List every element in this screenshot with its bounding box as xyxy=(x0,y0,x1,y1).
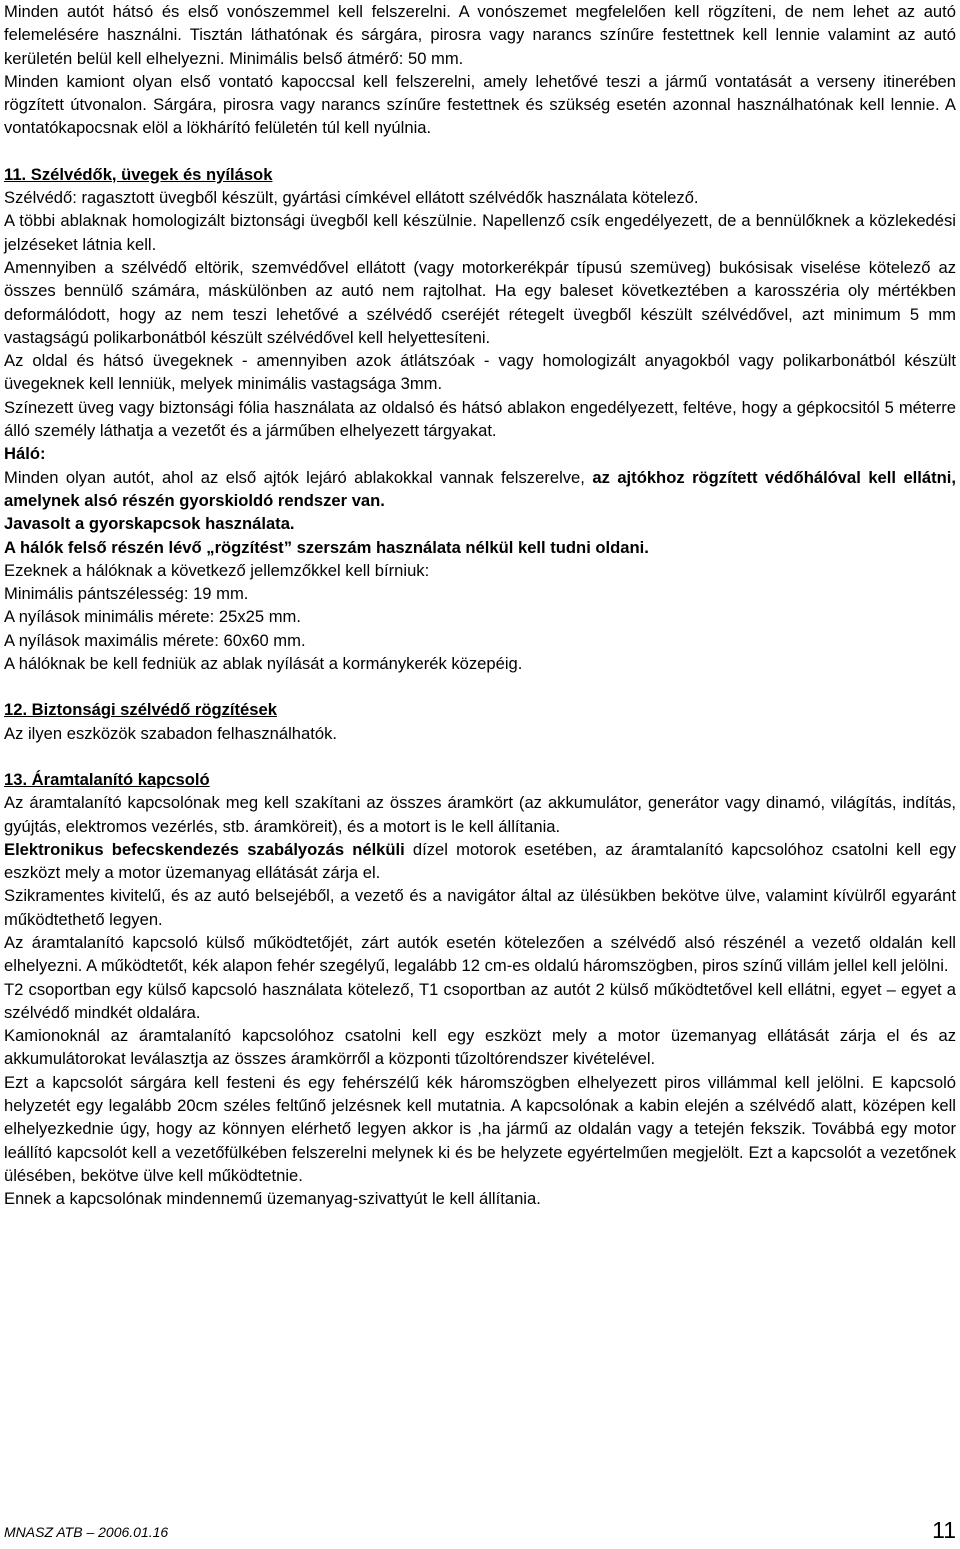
net-release-rule: A hálók felső részén lévő „rögzítést” szerszám használata nélkül kell tudni oldani. xyxy=(4,537,649,557)
document-body xyxy=(4,0,956,1211)
section-12-paragraph: Az ilyen eszközök szabadon felhasználhatók. xyxy=(4,723,337,743)
section-13-normal-phrase: dízel motorok esetében, az áramtalanító kapcsolóhoz csatolni kell egy eszközt mely a motor üzemanyag ellátását zárja el. xyxy=(4,839,956,883)
section-13-paragraph: Szikramentes kivitelű, és az autó belsejéből, a vezető és a navigátor által az ülésükben bekötve ülve, valamint kívülről egyaránt működtethető legyen. xyxy=(4,886,956,929)
footer-document-id: MNASZ ATB – 2006.01.16 xyxy=(4,1524,169,1540)
section-11-paragraph: Az oldal és hátsó üvegeknek - amennyiben azok átlátszóak - vagy homologizált anyagokból vagy polikarbonátból készült üvegeknek kell lenniük, melyek minimális vastagsága 3mm. xyxy=(4,351,956,394)
section-11-heading: 11. Szélvédők, üvegek és nyílások xyxy=(4,164,273,184)
net-recommendation: Javasolt a gyorskapcsok használata. xyxy=(4,514,295,534)
spacer xyxy=(4,675,956,698)
section-13-paragraph: Az áramtalanító kapcsolónak meg kell szakítani az összes áramkört (az akkumulátor, generátor vagy dinamó, világítás, indítás, gyújtás, elektromos vezérlés, stb. áramköreit), és a motort is le kell állítania. xyxy=(4,793,956,836)
net-paragraph-bold: az ajtókhoz rögzített védőhálóval kell ellátni, amelynek alsó részén gyorskioldó rendszer van. xyxy=(4,467,957,510)
net-spec-intro: Ezeknek a hálóknak a következő jellemzőkkel kell bírniuk: xyxy=(4,560,430,580)
section-13-paragraph: Ezt a kapcsolót sárgára kell festeni és egy fehérszélű kék háromszögben elhelyezett piros villámmal kell jelölni. E kapcsoló helyzetét egy legalább 20cm széles feltűnő jelzésnek kell mutatnia. A kapcsolónak a kabin elején a szélvédő alatt, középen kell elhelyezkednie úgy, hogy az könnyen elérhető legyen akkor is ,ha jármű az oldalán vagy a tetején fekszik. Továbbá egy motor leállító kapcsolót kell a vezetőfülkében felszerelni melynek ki és be helyzete egyértelműen megjelölt. Ezt a kapcsolót a vezetőnek ülésében, bekötve ülve kell működtetnie. xyxy=(4,1072,956,1185)
section-11-paragraph: Amennyiben a szélvédő eltörik, szemvédővel ellátott (vagy motorkerékpár típusú szemüveg) bukósisak viselése kötelező az összes bennülő számára, máskülönben az autó nem rajtolhat. Ha egy baleset következtében a karosszéria oly mértékben deformálódott, hogy az nem teszi lehetővé a szélvédő cseréjét rétegelt üvegből készült szélvédővel, azt minimum 5 mm vastagságú polikarbonátból készült szélvédővel kell helyettesíteni. xyxy=(4,257,956,347)
section-11-paragraph: A többi ablaknak homologizált biztonsági üvegből kell készülnie. Napellenző csík engedélyezett, de a bennülőknek a közlekedési jelzéseket látnia kell. xyxy=(4,211,956,254)
section-12-heading: 12. Biztonsági szélvédő rögzítések xyxy=(4,700,277,720)
section-13-paragraph: T2 csoportban egy külső kapcsoló használata kötelező, T1 csoportban az autót 2 külső működtetővel kell ellátni, egyet – egyet a szélvédő mindkét oldalára. xyxy=(4,979,956,1022)
section-13-paragraph xyxy=(4,838,956,885)
spacer xyxy=(4,745,956,768)
intro-paragraph-towing-eye: Minden autót hátsó és első vonószemmel kell felszerelni. A vonószemet megfelelően kell rögzíteni, de nem lehet az autó felemelésére használni. Tisztán láthatónak és sárgára, pirosra vagy narancs színűre festettnek kell lennie valamint az autó kerületén belül kell elhelyezni. Minimális belső átmérő: 50 mm. xyxy=(4,2,956,68)
section-13-paragraph: Az áramtalanító kapcsoló külső működtetőjét, zárt autók esetén kötelezően a szélvédő alsó részénél a vezető oldalán kell elhelyezni. A működtetőt, kék alapon fehér szegélyű, legalább 12 cm-es oldalú háromszögben, piros színű villám jellel kell jelölni. xyxy=(4,932,956,976)
section-13-bold-phrase: Elektronikus befecskendezés szabályozás nélküli xyxy=(4,839,405,859)
spacer xyxy=(4,140,956,163)
section-13-paragraph: Ennek a kapcsolónak mindennemű üzemanyag-szivattyút le kell állítania. xyxy=(4,1189,541,1209)
section-13-paragraph: Kamionoknál az áramtalanító kapcsolóhoz csatolni kell egy eszközt mely a motor üzemanyag ellátását zárja el és az akkumulátorokat leválasztja az összes áramkörről a központi tűzoltórendszer kivételével. xyxy=(4,1026,956,1069)
net-paragraph xyxy=(4,466,956,513)
page-number: 11 xyxy=(932,1517,956,1543)
net-spec-line: A nyílások minimális mérete: 25x25 mm. xyxy=(4,607,301,627)
section-13-heading: 13. Áramtalanító kapcsoló xyxy=(4,769,210,789)
net-subheading: Háló: xyxy=(4,444,46,464)
section-11-paragraph: Szélvédő: ragasztott üvegből készült, gyártási címkével ellátott szélvédők használata kötelező. xyxy=(4,188,699,208)
net-spec-line: A hálóknak be kell fedniük az ablak nyílását a kormánykerék közepéig. xyxy=(4,654,523,674)
section-11-paragraph: Színezett üveg vagy biztonsági fólia használata az oldalsó és hátsó ablakon engedélyezett, feltéve, hogy a gépkocsitól 5 méterre álló személy láthatja a vezetőt és a járműben elhelyezett tárgyakat. xyxy=(4,397,956,441)
net-spec-line: Minimális pántszélesség: 19 mm. xyxy=(4,584,249,604)
intro-paragraph-truck-towing: Minden kamiont olyan első vontató kapoccsal kell felszerelni, amely lehetővé teszi a jármű vontatását a verseny itinerében rögzített útvonalon. Sárgára, pirosra vagy narancs színűre festettnek és szükség esetén azonnal használhatónak kell lennie. A vontatókapocsnak elöl a lökhárító felületén túl kell nyúlnia. xyxy=(4,71,956,138)
net-paragraph-normal: Minden olyan autót, ahol az első ajtók lejáró ablakokkal vannak felszerelve, xyxy=(4,467,593,487)
net-spec-line: A nyílások maximális mérete: 60x60 mm. xyxy=(4,630,306,650)
